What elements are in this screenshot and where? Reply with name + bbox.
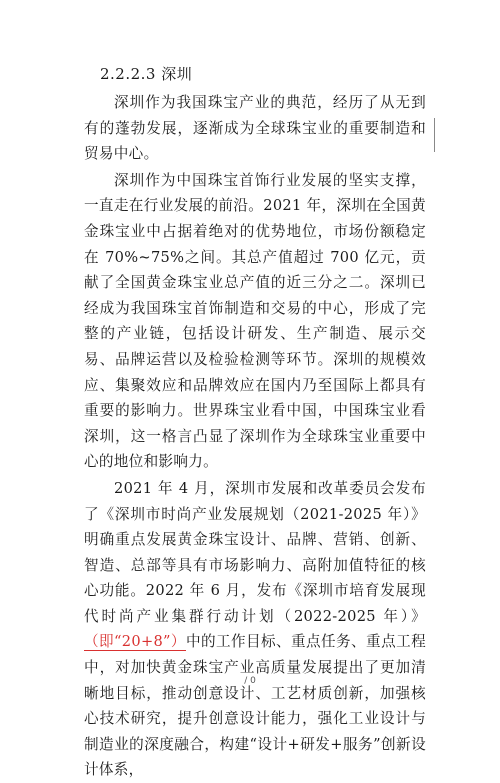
red-annotation: （即“20+8”） [84,633,186,651]
paragraph-industry: 深圳作为中国珠宝首饰行业发展的坚实支撑，一直走在行业发展的前沿。2021 年，深圳在全国黄金珠宝业中占据着绝对的优势地位，市场份额稳定在 70%~75%之间。其总产值超过 700 亿元，贡献了全国黄金珠宝业总产值的近三分之二。深圳已经成为我国珠宝首饰制造和交易的中心，形成了完整的产业链，包括设计研发、生产制造、展示交易、品牌运营以及检验检测等环节。深圳的规模效应、集聚效应和品牌效应在国内乃至国际上都具有重要的影响力。世界珠宝业看中国，中国珠宝业看深圳，这一格言凸显了深圳作为全球珠宝业重要中心的地位和影响力。 [84,171,426,471]
policy-text-before: 2021 年 4 月，深圳市发展和改革委员会发布了《深圳市时尚产业发展规划（2021-2025 年）》明确重点发展黄金珠宝设计、品牌、营销、创新、智造、总部等具有市场影响力、高附加值特征的核心功能。2022 年 6 月，发布《深圳市培育发展现代时尚产业集群行动计划（2022-2025 年）》 [84,479,426,625]
policy-text-after: 中的工作目标、重点任务、重点工程中，对加快黄金珠宝产业高质量发展提出了更加清晰地目标，推动创意设计、工艺材质创新，加强核心技术研究，提升创意设计能力，强化工业设计与制造业的深度融合，构建“设计+研发+服务”创新设计体系， [84,633,426,779]
paragraph-policy [84,476,426,783]
paragraph-intro: 深圳作为我国珠宝产业的典范，经历了从无到有的蓬勃发展，逐渐成为全球珠宝业的重要制造和贸易中心。 [84,94,426,163]
page-number: / 0 [244,676,256,686]
section-heading: 2.2.2.3 深圳 [100,65,193,83]
margin-mark [434,118,435,152]
